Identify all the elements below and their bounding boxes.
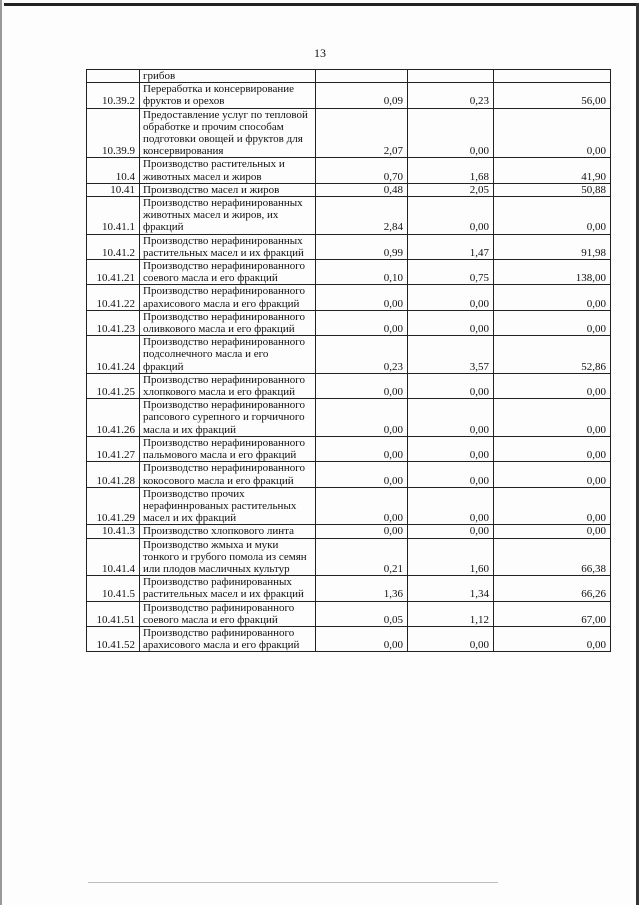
table-row [87,70,611,83]
table-row [87,373,611,398]
cell-v1: 0,00 [316,487,408,525]
cell-v3: 0,00 [494,436,611,461]
cell-v3 [494,70,611,83]
cell-v2: 1,68 [408,158,494,183]
table-row [87,260,611,285]
table-row [87,83,611,108]
table-row [87,399,611,437]
cell-code: 10.41.25 [87,373,140,398]
cell-code: 10.41.1 [87,197,140,235]
cell-v1: 0,00 [316,399,408,437]
cell-code: 10.41.24 [87,336,140,374]
cell-v2: 0,00 [408,487,494,525]
table-row [87,538,611,576]
table-row [87,601,611,626]
cell-code: 10.41.52 [87,626,140,651]
cell-v3: 50,88 [494,183,611,196]
cell-code: 10.41.28 [87,462,140,487]
cell-v3: 66,38 [494,538,611,576]
cell-v2: 0,23 [408,83,494,108]
cell-name: Производство прочих нерафиннрованых растительных масел и их фракций [140,487,316,525]
cell-name: Производство рафинированного соевого масла и его фракций [140,601,316,626]
cell-code: 10.41.4 [87,538,140,576]
cell-v1: 0,99 [316,234,408,259]
cell-v2: 0,00 [408,399,494,437]
cell-name: Производство рафинированных растительных масел и их фракций [140,576,316,601]
cell-v1: 2,84 [316,197,408,235]
cell-v3: 0,00 [494,285,611,310]
cell-v1: 0,00 [316,525,408,538]
table-row [87,626,611,651]
cell-v1: 0,21 [316,538,408,576]
cell-code: 10.41.26 [87,399,140,437]
cell-code: 10.41.23 [87,310,140,335]
cell-code: 10.41.3 [87,525,140,538]
cell-name: Производство нерафинированного арахисового масла и его фракций [140,285,316,310]
cell-code: 10.41 [87,183,140,196]
table-row [87,576,611,601]
cell-v1: 0,48 [316,183,408,196]
cell-v2: 1,60 [408,538,494,576]
table-row [87,310,611,335]
cell-v2: 0,00 [408,462,494,487]
cell-v1: 0,00 [316,462,408,487]
cell-v2: 0,00 [408,373,494,398]
cell-name: Предоставление услуг по тепловой обработке и прочим способам подготовки овощей и фруктов для консервирования [140,108,316,158]
cell-name: Производство нерафинированного рапсового сурепного и горчичного масла и их фракций [140,399,316,437]
cell-name: грибов [140,70,316,83]
cell-name: Производство нерафинированного пальмового масла и его фракций [140,436,316,461]
cell-v1: 0,00 [316,373,408,398]
table-row [87,525,611,538]
cell-v1: 0,00 [316,436,408,461]
cell-v1: 0,09 [316,83,408,108]
table-row [87,183,611,196]
cell-v2: 1,47 [408,234,494,259]
cell-code: 10.41.51 [87,601,140,626]
cell-v3: 0,00 [494,310,611,335]
cell-v2: 0,00 [408,108,494,158]
cell-code: 10.39.2 [87,83,140,108]
cell-v2: 0,00 [408,197,494,235]
cell-v3: 0,00 [494,487,611,525]
cell-code: 10.41.27 [87,436,140,461]
cell-name: Производство нерафинированного оливкового масла и его фракций [140,310,316,335]
cell-v1: 1,36 [316,576,408,601]
table-row [87,285,611,310]
cell-code: 10.41.22 [87,285,140,310]
cell-v3: 41,90 [494,158,611,183]
cell-code: 10.41.29 [87,487,140,525]
cell-v2: 0,00 [408,285,494,310]
cell-name: Переработка и консервирование фруктов и орехов [140,83,316,108]
table-row [87,158,611,183]
cell-name: Производство нерафинированного соевого масла и его фракций [140,260,316,285]
cell-v1: 0,70 [316,158,408,183]
cell-v1 [316,70,408,83]
cell-name: Производство нерафинированных животных масел и жиров, их фракций [140,197,316,235]
page-border-top [4,3,636,6]
cell-v1: 0,00 [316,626,408,651]
page-border-right [636,3,639,905]
cell-name: Производство хлопкового линта [140,525,316,538]
cell-name: Производство растительных и животных масел и жиров [140,158,316,183]
cell-v3: 0,00 [494,373,611,398]
cell-name: Производство нерафинированного подсолнечного масла и его фракций [140,336,316,374]
cell-v3: 0,00 [494,197,611,235]
cell-code: 10.4 [87,158,140,183]
page-border-left [0,0,2,905]
cell-code: 10.41.5 [87,576,140,601]
cell-name: Производство нерафинированного кокосового масла и его фракций [140,462,316,487]
table-row [87,108,611,158]
cell-v1: 2,07 [316,108,408,158]
cell-v1: 0,23 [316,336,408,374]
cell-v3: 91,98 [494,234,611,259]
cell-v3: 138,00 [494,260,611,285]
cell-v2: 1,12 [408,601,494,626]
bottom-rule [88,882,498,883]
cell-name: Производство рафинированного арахисового масла и его фракций [140,626,316,651]
cell-v2: 0,75 [408,260,494,285]
cell-v1: 0,05 [316,601,408,626]
cell-code [87,70,140,83]
cell-v3: 66,26 [494,576,611,601]
cell-v3: 0,00 [494,108,611,158]
cell-v2: 3,57 [408,336,494,374]
table-row [87,462,611,487]
cell-v3: 0,00 [494,399,611,437]
cell-v3: 52,86 [494,336,611,374]
cell-v2 [408,70,494,83]
table-row [87,487,611,525]
cell-v3: 67,00 [494,601,611,626]
cell-v2: 0,00 [408,436,494,461]
cell-name: Производство нерафинированных растительных масел и их фракций [140,234,316,259]
table-row [87,336,611,374]
cell-v3: 0,00 [494,462,611,487]
cell-v1: 0,00 [316,310,408,335]
data-table [86,69,611,652]
cell-v1: 0,00 [316,285,408,310]
cell-name: Производство нерафинированного хлопкового масла и его фракций [140,373,316,398]
cell-v3: 56,00 [494,83,611,108]
table-row [87,436,611,461]
page-number: 13 [314,46,326,60]
cell-v1: 0,10 [316,260,408,285]
cell-v2: 0,00 [408,310,494,335]
cell-v2: 0,00 [408,626,494,651]
cell-v2: 1,34 [408,576,494,601]
table-row [87,234,611,259]
cell-code: 10.41.21 [87,260,140,285]
cell-v3: 0,00 [494,525,611,538]
cell-v2: 0,00 [408,525,494,538]
cell-name: Производство масел и жиров [140,183,316,196]
cell-code: 10.41.2 [87,234,140,259]
cell-name: Производство жмыха и муки тонкого и грубого помола из семян или плодов масличных культур [140,538,316,576]
cell-v2: 2,05 [408,183,494,196]
cell-v3: 0,00 [494,626,611,651]
cell-code: 10.39.9 [87,108,140,158]
table-row [87,197,611,235]
